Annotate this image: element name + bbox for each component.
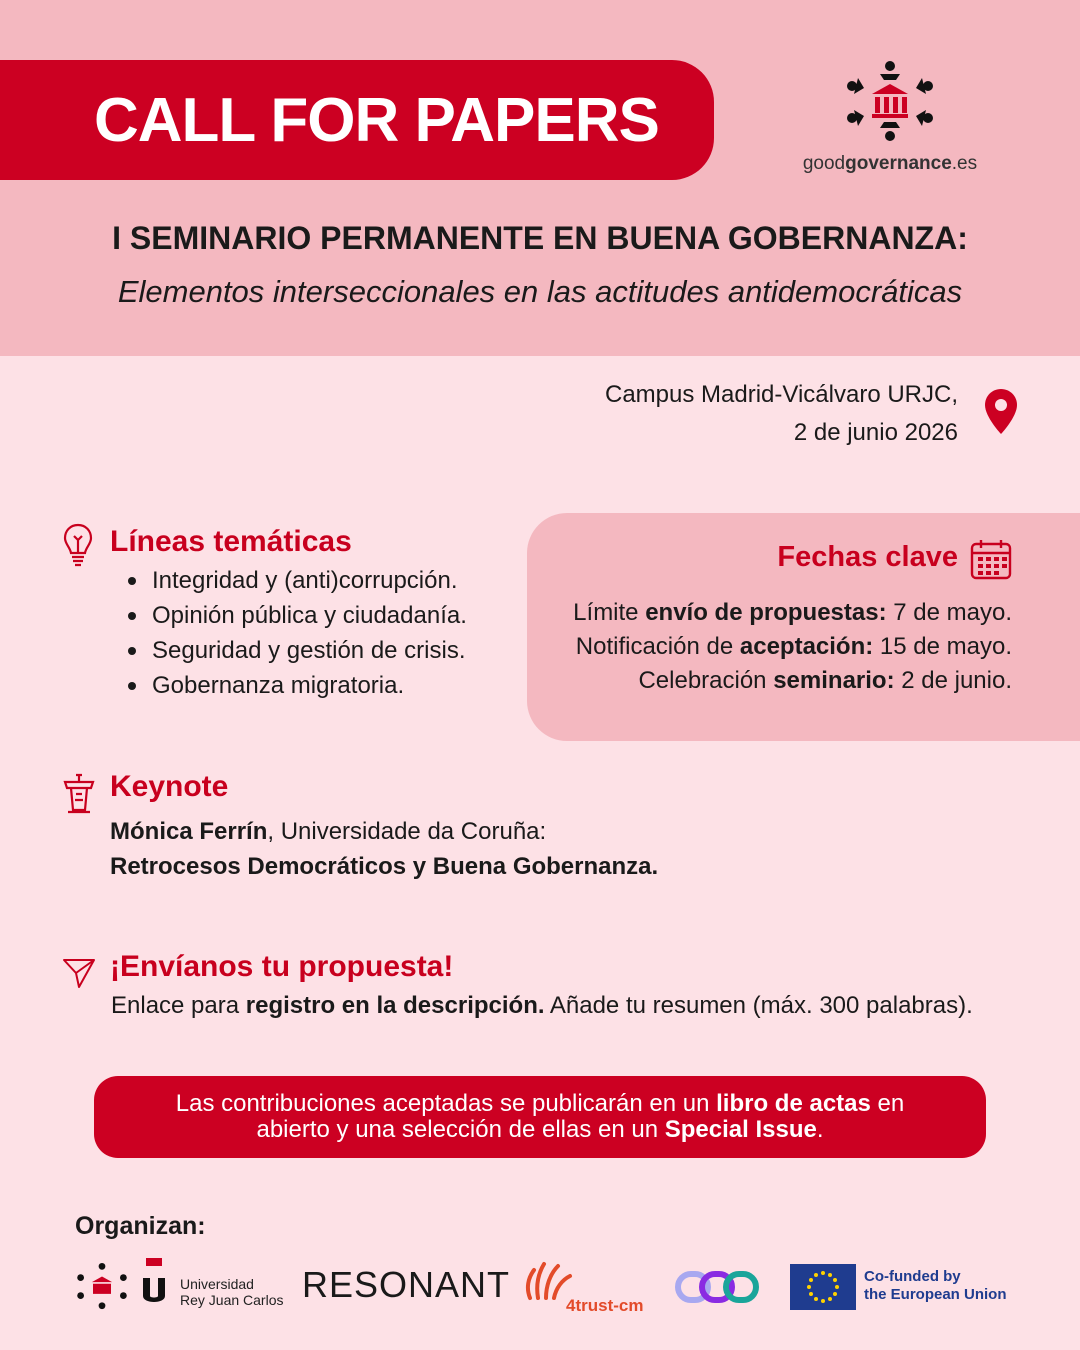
seminar-subtitle: Elementos interseccionales en las actitudes antidemocráticas <box>117 274 963 309</box>
keynote-talk: Retrocesos Democráticos y Buena Gobernanza. <box>110 853 659 880</box>
fechas-list <box>573 596 1012 698</box>
calendar-icon <box>970 538 1012 580</box>
lightbulb-icon <box>62 522 94 568</box>
location-info <box>605 376 958 452</box>
location-line2: 2 de junio 2026 <box>793 419 958 446</box>
logo-wordmark: goodgovernance.es <box>802 153 978 174</box>
list-item: Seguridad y gestión de crisis. <box>128 633 467 668</box>
lineas-list <box>128 563 467 703</box>
publication-line2: abierto y una selección de ellas en un Special Issue. <box>256 1116 824 1143</box>
list-item: Opinión pública y ciudadanía. <box>128 598 467 633</box>
goodgovernance-logo <box>800 60 980 175</box>
publication-line1: Las contribuciones aceptadas se publicarán en un libro de actas en <box>175 1090 905 1117</box>
resonant-logo: RESONANT <box>302 1264 511 1305</box>
organizers-logos <box>0 1254 1080 1324</box>
urjc-crest-icon <box>140 1256 168 1308</box>
list-item: Integridad y (anti)corrupción. <box>128 563 467 598</box>
propuesta-title: ¡Envíanos tu propuesta! <box>110 950 454 983</box>
propuesta-text: Enlace para registro en la descripción. Añade tu resumen (máx. 300 palabras). <box>111 992 973 1019</box>
send-icon <box>62 957 96 989</box>
keynote-details <box>110 814 658 884</box>
seminar-title: I SEMINARIO PERMANENTE EN BUENA GOBERNANZA: <box>112 220 968 256</box>
chain-links-logo <box>674 1266 760 1308</box>
4trust-logo-text: 4trust-cm <box>566 1296 644 1315</box>
fechas-title: Fechas clave <box>777 541 958 573</box>
map-pin-icon <box>984 388 1018 436</box>
banner-label: CALL FOR PAPERS <box>94 85 659 155</box>
location-line1: Campus Madrid-Vicálvaro URJC, <box>605 381 958 408</box>
eu-cofunded-text: Co-funded by the European Union <box>864 1268 1007 1303</box>
fecha-row: Celebración seminario: 2 de junio. <box>638 667 1012 694</box>
publication-notice <box>94 1076 986 1158</box>
podium-icon <box>62 772 96 814</box>
lineas-title: Líneas temáticas <box>110 525 352 558</box>
fecha-row: Notificación de aceptación: 15 de mayo. <box>575 633 1012 660</box>
goodgovernance-small-logo <box>75 1262 129 1310</box>
call-for-papers-banner <box>0 60 714 180</box>
list-item: Gobernanza migratoria. <box>128 668 467 703</box>
keynote-speaker-line: Mónica Ferrín, Universidade da Coruña: <box>110 818 547 845</box>
urjc-logo-text: Universidad Rey Juan Carlos <box>180 1276 284 1308</box>
governance-emblem-icon <box>842 60 938 142</box>
speaker-name: Mónica Ferrín <box>110 818 268 845</box>
fecha-row: Límite envío de propuestas: 7 de mayo. <box>573 599 1012 626</box>
keynote-title: Keynote <box>110 770 229 803</box>
eu-flag-icon <box>790 1264 856 1310</box>
organizers-label: Organizan: <box>75 1212 206 1240</box>
